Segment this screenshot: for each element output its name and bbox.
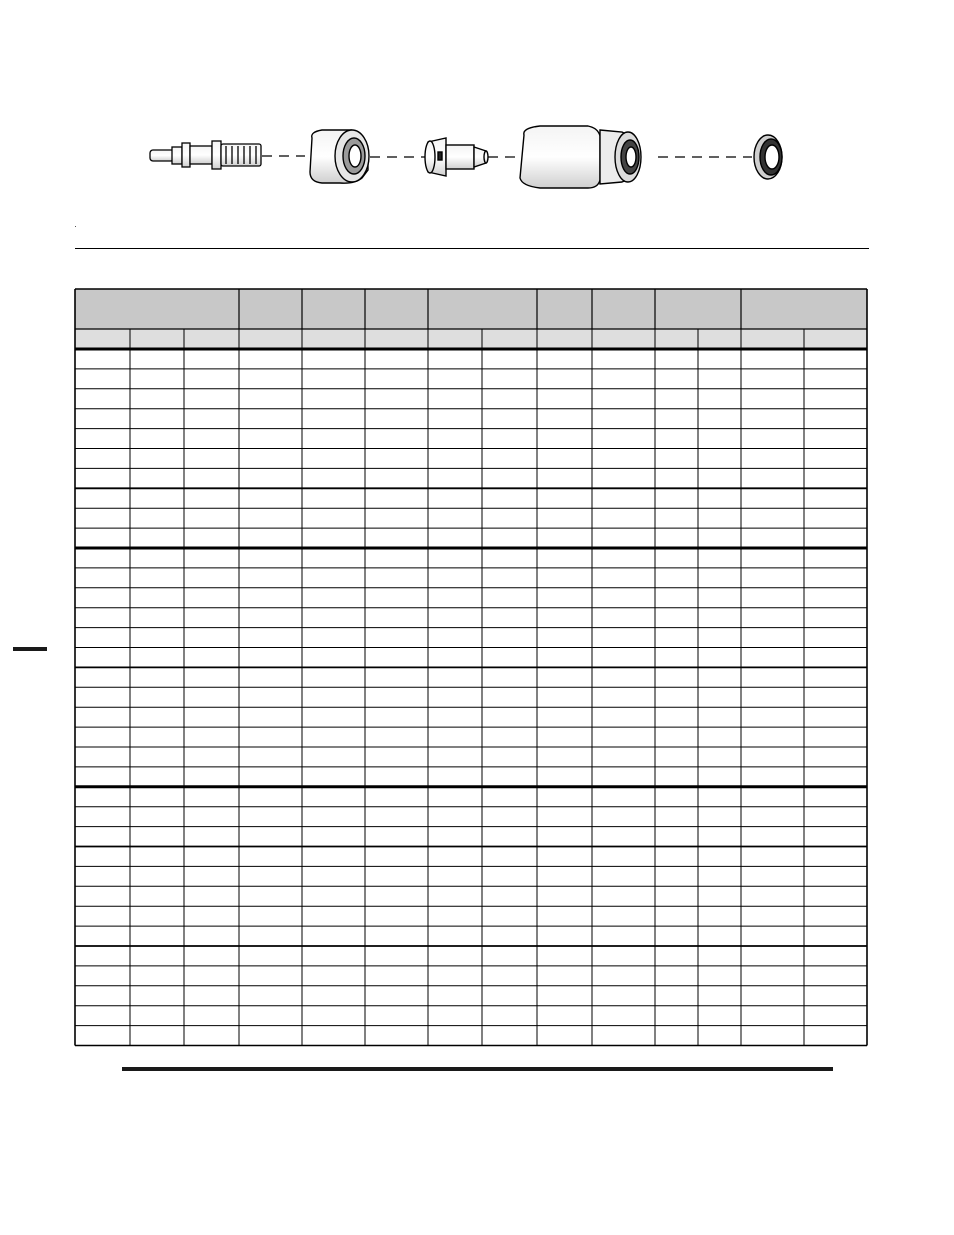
header-sub-row xyxy=(75,329,867,349)
header-group-row xyxy=(75,289,867,329)
section-rule-bottom xyxy=(122,1067,833,1071)
